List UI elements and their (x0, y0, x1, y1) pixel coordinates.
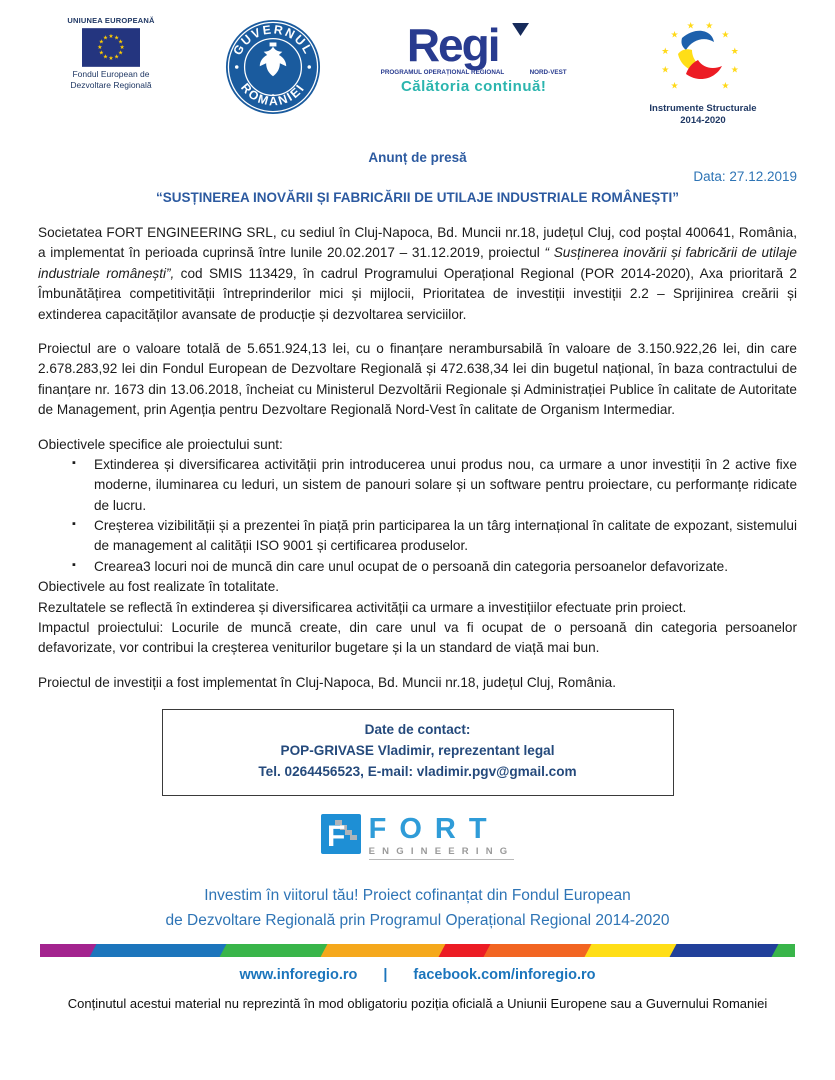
result-line: Impactul proiectului: Locurile de muncă create, din care unul va fi ocupat de o persoană din categoria persoanelor defavorizate, vor contribui la creșterea veniturilor bugetare și la un standard de viață mai bun. (38, 620, 797, 656)
structural-instruments-icon (643, 16, 763, 102)
result-line: Rezultatele se reflectă în extinderea și diversificarea activității ca urmare a investițiilor efectuate prin proiect. (38, 599, 687, 615)
regio-subtitle (379, 69, 569, 76)
regio-subtitle-left: PROGRAMUL OPERAȚIONAL REGIONAL (380, 69, 505, 76)
facebook-link[interactable]: facebook.com/inforegio.ro (413, 966, 596, 983)
document-heading: Anunț de presă (368, 150, 467, 165)
objective-item: ▪ Extinderea și diversificarea activității prin introducerea unui produs nou, ca urmare a unor investiții în 2 active fixe moderne, iluminarea cu leduri, un sistem de panouri solare și un software pentru proiectare, cu performanțe ridicate de lucru. (94, 455, 797, 516)
regio-wordmark-text: Regi (406, 19, 499, 71)
svg-text:★: ★ (686, 20, 695, 31)
svg-text:★: ★ (118, 39, 124, 46)
svg-text:★: ★ (102, 54, 109, 61)
svg-text:★: ★ (721, 29, 730, 40)
eu-logo (52, 16, 170, 90)
title-section (38, 150, 797, 205)
fort-wordmark: FORT (368, 813, 500, 846)
svg-text:★: ★ (661, 45, 670, 56)
paragraph-company: Societatea FORT ENGINEERING SRL, cu sediul în Cluj-Napoca, Bd. Muncii nr.18, județul Cluj, cod poștal 400641, România, a implementat în perioada cuprinsă între lunile 20.02.2017 – 31.12.2019, proiectul “ Susținerea inovării și fabricării de utilaje industriale românești”, cod SMIS 113429, în cadrul Programului Operațional Regional (POR 2014-2020), Axa prioritară 2 Îmbunătățirea competitivității întreprinderilor mici și mijlocii, Prioritatea de investiții investiții 2.2 – Sprijinirea creării și extinderea capacităților avansate de producție și dezvoltarea serviciilor. (38, 225, 797, 322)
header-logo-row (38, 12, 797, 134)
footer-disclaimer: Conținutul acestui material nu reprezintă în mod obligatoriu poziția oficială a Uniunii Europene sau a Guvernului Romaniei (67, 995, 768, 1011)
objective-item: ▪ Creșterea vizibilității și a prezentei în piață prin participarea la un târg internațional în calitate de expozant, sistemului de management al calității ISO 9001 și certificarea produselor. (94, 516, 797, 557)
svg-text:★: ★ (97, 45, 103, 52)
svg-text:★: ★ (108, 56, 114, 63)
government-seal-logo (224, 18, 324, 121)
objectives-intro: Obiectivele specifice ale proiectului sunt: (38, 436, 283, 452)
regio-logo (379, 19, 569, 95)
fort-engineering-logo (38, 814, 797, 860)
svg-text:★: ★ (113, 35, 120, 42)
contact-title: Date de contact: (364, 722, 471, 738)
svg-text:★: ★ (705, 20, 714, 31)
regio-color-wheel-icon (501, 25, 541, 65)
eu-logo-title: UNIUNEA EUROPEANĂ (67, 16, 155, 25)
svg-text:★: ★ (670, 29, 679, 40)
project-title: “SUSȚINEREA INOVĂRII ȘI FABRICĂRII DE UTILAJE INDUSTRIALE ROMÂNEȘTI” (155, 190, 680, 205)
contact-phone-email: Tel. 0264456523, E-mail: vladimir.pgv@gmail.com (258, 764, 577, 780)
svg-text:★: ★ (730, 45, 739, 56)
gov-seal-top-text: GUVERNUL (230, 22, 317, 58)
svg-text:★: ★ (118, 50, 124, 57)
regio-wordmark (379, 19, 569, 71)
eu-flag-icon (82, 28, 140, 67)
regio-subtitle-right: NORD-VEST (529, 69, 567, 76)
document-date: Data: 27.12.2019 (693, 169, 797, 184)
fort-subtitle: ENGINEERING (369, 846, 515, 860)
svg-text:★: ★ (661, 64, 670, 75)
svg-text:★: ★ (102, 35, 109, 42)
svg-text:★: ★ (98, 50, 104, 57)
contact-box (162, 709, 674, 796)
structural-instruments-text: Instrumente Structurale 2014-2020 (649, 103, 757, 127)
structural-instruments-logo (623, 16, 783, 128)
svg-text:★: ★ (721, 80, 730, 91)
contact-name: POP-GRIVASE Vladimir, reprezentant legal (280, 743, 555, 759)
footer-links (38, 967, 797, 983)
body-text (38, 223, 797, 693)
rainbow-bar (40, 944, 795, 957)
fort-logo-text (369, 814, 515, 860)
government-seal-icon (224, 18, 322, 116)
paragraph-budget: Proiectul are o valoare totală de 5.651.924,13 lei, cu o finanțare nerambursabilă în valoare de 3.150.922,26 lei, din care 2.678.283,92 lei din Fondul European de Dezvoltare Regională și 472.638,34 lei din bugetul național, în baza contractului de finanțare nr. 1673 din 13.06.2018, încheiat cu Ministerul Dezvoltării Regionale și Administrației Publice în calitate de Autoritate de Management, prin Agenția pentru Dezvoltare Regională Nord-Vest în calitate de Organism Intermediar. (38, 340, 797, 418)
result-line: Obiectivele au fost realizate în totalitate. (38, 579, 280, 595)
objective-item: ▪ Crearea3 locuri noi de muncă din care unul ocupat de o persoană din categoria persoanelor defavorizate. (94, 557, 797, 577)
project-name-italic: “ Susținerea inovării și fabricării de utilaje industriale românești”, (38, 245, 797, 281)
objectives-list (38, 455, 797, 577)
svg-text:★: ★ (108, 33, 114, 40)
eu-logo-subtitle: Fondul European de Dezvoltare Regională (70, 69, 152, 90)
gov-seal-bottom-text: ROMÂNIEI (238, 80, 309, 109)
svg-text:★: ★ (98, 39, 104, 46)
fort-icon-letter: F (326, 820, 345, 854)
svg-text:★: ★ (119, 45, 125, 52)
link-separator: | (383, 966, 388, 983)
svg-text:★: ★ (670, 80, 679, 91)
fort-logo-icon (321, 814, 361, 854)
footer-slogan: Investim în viitorul tău! Proiect cofinanțat din Fondul European de Dezvoltare Regională prin Programul Operațional Regional 2014-2020 (165, 887, 670, 930)
svg-text:★: ★ (113, 54, 120, 61)
regio-tagline: Călătoria continuă! (400, 78, 547, 95)
location-line: Proiectul de investiții a fost implementat în Cluj-Napoca, Bd. Muncii nr.18, județul Cluj, România. (38, 674, 617, 690)
svg-text:★: ★ (730, 64, 739, 75)
inforegio-link[interactable]: www.inforegio.ro (239, 966, 358, 983)
